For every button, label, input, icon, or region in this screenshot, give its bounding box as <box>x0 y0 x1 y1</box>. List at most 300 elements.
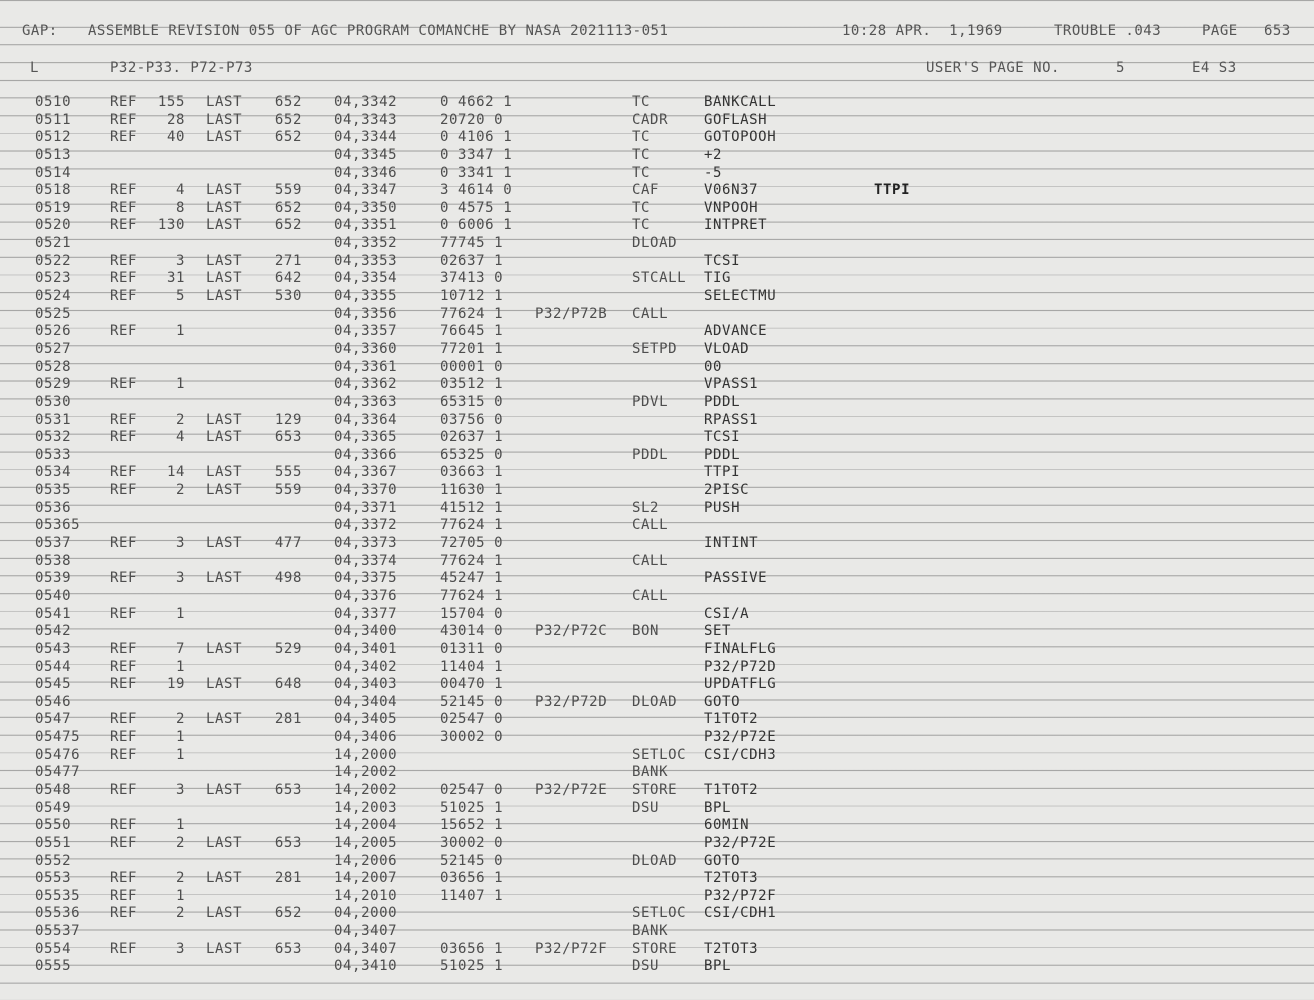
listing-row <box>0 606 1314 624</box>
operand: ADVANCE <box>704 323 768 340</box>
last-label: LAST <box>206 111 243 128</box>
users-page-label: USER'S PAGE NO. <box>926 60 1060 76</box>
header-trouble: TROUBLE .043 <box>1054 23 1162 39</box>
memory-address: 04,3376 <box>334 587 398 604</box>
last-label: LAST <box>206 288 243 305</box>
operand: V06N37 <box>704 182 759 199</box>
last-label: LAST <box>206 464 243 481</box>
opcode: PDDL <box>632 446 669 463</box>
memory-address: 14,2010 <box>334 887 398 904</box>
opcode: SETLOC <box>632 746 687 763</box>
operand: P32/P72E <box>704 729 777 746</box>
line-number: 0522 <box>35 252 72 269</box>
last-page: 271 <box>274 252 302 269</box>
last-page: 653 <box>274 781 302 798</box>
octal-word: 11407 1 <box>440 887 504 904</box>
users-page-number: 5 <box>1116 60 1125 76</box>
listing-row <box>0 165 1314 183</box>
line-number: 0549 <box>35 799 72 816</box>
listing-row <box>0 112 1314 130</box>
memory-address: 04,3355 <box>334 288 398 305</box>
operand: CSI/CDH1 <box>704 905 777 922</box>
header-page-label: PAGE <box>1202 23 1238 39</box>
listing-row <box>0 941 1314 959</box>
listing-row <box>0 182 1314 200</box>
ref-label: REF <box>110 570 138 587</box>
line-number: 0514 <box>35 164 72 181</box>
octal-word: 02637 1 <box>440 252 504 269</box>
ref-label: REF <box>110 905 138 922</box>
listing-row <box>0 782 1314 800</box>
line-number: 0542 <box>35 623 72 640</box>
operand: TCSI <box>704 252 741 269</box>
header-title: ASSEMBLE REVISION 055 OF AGC PROGRAM COMANCHE BY NASA 2021113-051 <box>88 23 669 39</box>
memory-address: 04,3364 <box>334 411 398 428</box>
octal-word: 30002 0 <box>440 834 504 851</box>
listing-row <box>0 747 1314 765</box>
listing-row <box>0 376 1314 394</box>
ref-count: 40 <box>166 129 185 146</box>
memory-address: 04,3402 <box>334 658 398 675</box>
octal-word: 77201 1 <box>440 340 504 357</box>
octal-word: 45247 1 <box>440 570 504 587</box>
listing-row <box>0 958 1314 976</box>
line-number: 0555 <box>35 958 72 975</box>
listing-row <box>0 412 1314 430</box>
ref-label: REF <box>110 288 138 305</box>
octal-word: 77624 1 <box>440 305 504 322</box>
ref-count: 5 <box>175 288 185 305</box>
listing-row <box>0 235 1314 253</box>
ref-count: 19 <box>166 676 185 693</box>
symbol-label: P32/P72F <box>535 940 608 957</box>
ref-label: REF <box>110 870 138 887</box>
ref-count: 4 <box>175 182 185 199</box>
memory-address: 04,3406 <box>334 729 398 746</box>
ref-label: REF <box>110 940 138 957</box>
memory-address: 04,3346 <box>334 164 398 181</box>
listing-row <box>0 835 1314 853</box>
ref-label: REF <box>110 781 138 798</box>
line-number: 0546 <box>35 693 72 710</box>
line-number: 0527 <box>35 340 72 357</box>
ref-label: REF <box>110 729 138 746</box>
operand: -5 <box>704 164 723 181</box>
operand: T2TOT3 <box>704 870 759 887</box>
opcode: TC <box>632 129 651 146</box>
operand: VLOAD <box>704 340 750 357</box>
memory-address: 04,3350 <box>334 199 398 216</box>
ref-count: 3 <box>175 781 185 798</box>
line-number: 05535 <box>35 887 81 904</box>
listing-row <box>0 535 1314 553</box>
ref-count: 2 <box>175 870 185 887</box>
memory-address: 04,3365 <box>334 429 398 446</box>
line-number: 0528 <box>35 358 72 375</box>
listing-row <box>0 288 1314 306</box>
operand: 00 <box>704 358 723 375</box>
operand: P32/P72E <box>704 834 777 851</box>
octal-word: 0 3341 1 <box>440 164 513 181</box>
octal-word: 0 3347 1 <box>440 146 513 163</box>
ref-count: 3 <box>175 252 185 269</box>
ref-count: 1 <box>175 376 185 393</box>
memory-address: 04,3371 <box>334 499 398 516</box>
listing-row <box>0 764 1314 782</box>
last-page: 652 <box>274 94 302 110</box>
operand: T1TOT2 <box>704 781 759 798</box>
memory-address: 04,3345 <box>334 146 398 163</box>
opcode: DSU <box>632 799 660 816</box>
octal-word: 72705 0 <box>440 535 504 552</box>
line-number: 0526 <box>35 323 72 340</box>
last-label: LAST <box>206 676 243 693</box>
listing-row <box>0 129 1314 147</box>
memory-address: 04,3343 <box>334 111 398 128</box>
octal-word: 03656 1 <box>440 870 504 887</box>
operand: INTINT <box>704 535 759 552</box>
last-label: LAST <box>206 252 243 269</box>
operand: 2PISC <box>704 482 750 499</box>
ref-label: REF <box>110 605 138 622</box>
octal-word: 52145 0 <box>440 693 504 710</box>
octal-word: 37413 0 <box>440 270 504 287</box>
last-label: LAST <box>206 711 243 728</box>
operand: CSI/CDH3 <box>704 746 777 763</box>
memory-address: 04,3344 <box>334 129 398 146</box>
listing-row <box>0 217 1314 235</box>
memory-address: 04,3403 <box>334 676 398 693</box>
operand: P32/P72D <box>704 658 777 675</box>
last-page: 648 <box>274 676 302 693</box>
last-label: LAST <box>206 199 243 216</box>
memory-address: 04,3353 <box>334 252 398 269</box>
last-page: 652 <box>274 217 302 234</box>
octal-word: 77745 1 <box>440 235 504 252</box>
ref-count: 130 <box>157 217 185 234</box>
ref-label: REF <box>110 482 138 499</box>
listing-row <box>0 517 1314 535</box>
octal-word: 3 4614 0 <box>440 182 513 199</box>
last-page: 129 <box>274 411 302 428</box>
memory-address: 04,3360 <box>334 340 398 357</box>
ref-count: 28 <box>166 111 185 128</box>
ref-count: 3 <box>175 535 185 552</box>
listing-row <box>0 800 1314 818</box>
memory-address: 04,3377 <box>334 605 398 622</box>
memory-address: 04,3400 <box>334 623 398 640</box>
code-listing <box>0 94 1314 976</box>
memory-address: 04,3407 <box>334 940 398 957</box>
last-page: 653 <box>274 940 302 957</box>
listing-row <box>0 905 1314 923</box>
line-number: 0536 <box>35 499 72 516</box>
ref-count: 1 <box>175 746 185 763</box>
line-number: 0535 <box>35 482 72 499</box>
opcode: PDVL <box>632 393 669 410</box>
listing-row <box>0 888 1314 906</box>
octal-word: 0 4662 1 <box>440 94 513 110</box>
memory-address: 04,3356 <box>334 305 398 322</box>
line-number: 0539 <box>35 570 72 587</box>
last-label: LAST <box>206 182 243 199</box>
operand: T2TOT3 <box>704 940 759 957</box>
ref-count: 4 <box>175 429 185 446</box>
memory-address: 04,3407 <box>334 923 398 940</box>
opcode: DSU <box>632 958 660 975</box>
last-label: LAST <box>206 217 243 234</box>
line-number: 0538 <box>35 552 72 569</box>
subheader-code: E4 S3 <box>1192 60 1237 76</box>
operand: GOTO <box>704 852 741 869</box>
memory-address: 04,3367 <box>334 464 398 481</box>
line-number: 0519 <box>35 199 72 216</box>
listing-row <box>0 676 1314 694</box>
last-label: LAST <box>206 781 243 798</box>
line-number: 0545 <box>35 676 72 693</box>
listing-row <box>0 94 1314 112</box>
octal-word: 02547 0 <box>440 711 504 728</box>
operand: 60MIN <box>704 817 750 834</box>
memory-address: 04,3374 <box>334 552 398 569</box>
memory-address: 04,3370 <box>334 482 398 499</box>
last-label: LAST <box>206 535 243 552</box>
opcode: CADR <box>632 111 669 128</box>
line-number: 0525 <box>35 305 72 322</box>
ref-label: REF <box>110 711 138 728</box>
last-page: 559 <box>274 482 302 499</box>
last-label: LAST <box>206 482 243 499</box>
listing-row <box>0 641 1314 659</box>
opcode: CALL <box>632 552 669 569</box>
ref-label: REF <box>110 199 138 216</box>
octal-word: 0 6006 1 <box>440 217 513 234</box>
line-number: 0512 <box>35 129 72 146</box>
last-label: LAST <box>206 905 243 922</box>
line-number: 0523 <box>35 270 72 287</box>
memory-address: 04,3375 <box>334 570 398 587</box>
line-number: 0530 <box>35 393 72 410</box>
operand: GOTO <box>704 693 741 710</box>
listing-row <box>0 341 1314 359</box>
octal-word: 0 4575 1 <box>440 199 513 216</box>
memory-address: 04,3366 <box>334 446 398 463</box>
last-label: LAST <box>206 94 243 110</box>
opcode: CALL <box>632 305 669 322</box>
operand: P32/P72F <box>704 887 777 904</box>
last-page: 530 <box>274 288 302 305</box>
ref-count: 2 <box>175 834 185 851</box>
line-number: 0553 <box>35 870 72 887</box>
last-page: 652 <box>274 905 302 922</box>
octal-word: 00001 0 <box>440 358 504 375</box>
last-page: 281 <box>274 711 302 728</box>
line-number: 0520 <box>35 217 72 234</box>
operand: PDDL <box>704 446 741 463</box>
line-number: 0510 <box>35 94 72 110</box>
listing-row <box>0 323 1314 341</box>
listing-row <box>0 147 1314 165</box>
operand: VPASS1 <box>704 376 759 393</box>
line-number: 0543 <box>35 640 72 657</box>
last-label: LAST <box>206 129 243 146</box>
octal-word: 00470 1 <box>440 676 504 693</box>
listing-row <box>0 694 1314 712</box>
memory-address: 04,3347 <box>334 182 398 199</box>
ref-label: REF <box>110 464 138 481</box>
ref-label: REF <box>110 535 138 552</box>
line-number: 0548 <box>35 781 72 798</box>
operand: TIG <box>704 270 732 287</box>
octal-word: 41512 1 <box>440 499 504 516</box>
symbol-label: P32/P72E <box>535 781 608 798</box>
memory-address: 04,3373 <box>334 535 398 552</box>
ref-label: REF <box>110 94 138 110</box>
line-number: 0513 <box>35 146 72 163</box>
operand: T1TOT2 <box>704 711 759 728</box>
line-number: 05536 <box>35 905 81 922</box>
memory-address: 04,3404 <box>334 693 398 710</box>
line-number: 0541 <box>35 605 72 622</box>
last-label: LAST <box>206 570 243 587</box>
listing-header <box>0 23 1314 41</box>
last-page: 653 <box>274 429 302 446</box>
opcode: TC <box>632 146 651 163</box>
ref-count: 1 <box>175 887 185 904</box>
octal-word: 02637 1 <box>440 429 504 446</box>
ref-count: 1 <box>175 729 185 746</box>
last-page: 555 <box>274 464 302 481</box>
octal-word: 51025 1 <box>440 958 504 975</box>
octal-word: 77624 1 <box>440 587 504 604</box>
ref-label: REF <box>110 376 138 393</box>
octal-word: 0 4106 1 <box>440 129 513 146</box>
memory-address: 04,3363 <box>334 393 398 410</box>
opcode: SETPD <box>632 340 678 357</box>
opcode: SETLOC <box>632 905 687 922</box>
opcode: SL2 <box>632 499 660 516</box>
line-number: 0521 <box>35 235 72 252</box>
operand: SET <box>704 623 732 640</box>
operand: GOTOPOOH <box>704 129 777 146</box>
ref-count: 2 <box>175 482 185 499</box>
ref-label: REF <box>110 746 138 763</box>
memory-address: 04,2000 <box>334 905 398 922</box>
listing-row <box>0 623 1314 641</box>
operand: PASSIVE <box>704 570 768 587</box>
line-number: 0547 <box>35 711 72 728</box>
subheader-marker: L <box>30 60 39 76</box>
opcode: CAF <box>632 182 660 199</box>
ref-label: REF <box>110 129 138 146</box>
memory-address: 04,3410 <box>334 958 398 975</box>
memory-address: 14,2002 <box>334 764 398 781</box>
listing-row <box>0 570 1314 588</box>
memory-address: 04,3361 <box>334 358 398 375</box>
listing-row <box>0 394 1314 412</box>
memory-address: 14,2005 <box>334 834 398 851</box>
operand: BPL <box>704 799 732 816</box>
operand: VNPOOH <box>704 199 759 216</box>
opcode: BANK <box>632 923 669 940</box>
line-number: 0552 <box>35 852 72 869</box>
line-number: 0518 <box>35 182 72 199</box>
octal-word: 76645 1 <box>440 323 504 340</box>
listing-row <box>0 253 1314 271</box>
symbol-label: P32/P72B <box>535 305 608 322</box>
octal-word: 77624 1 <box>440 552 504 569</box>
line-number: 0551 <box>35 834 72 851</box>
ref-count: 7 <box>175 640 185 657</box>
last-page: 529 <box>274 640 302 657</box>
listing-row <box>0 429 1314 447</box>
operand: PUSH <box>704 499 741 516</box>
octal-word: 01311 0 <box>440 640 504 657</box>
ref-count: 2 <box>175 905 185 922</box>
ref-count: 8 <box>175 199 185 216</box>
last-page: 642 <box>274 270 302 287</box>
operand: CSI/A <box>704 605 750 622</box>
memory-address: 04,3342 <box>334 94 398 110</box>
memory-address: 14,2004 <box>334 817 398 834</box>
memory-address: 04,3357 <box>334 323 398 340</box>
octal-word: 77624 1 <box>440 517 504 534</box>
listing-row <box>0 359 1314 377</box>
operand: UPDATFLG <box>704 676 777 693</box>
ref-count: 1 <box>175 658 185 675</box>
octal-word: 03663 1 <box>440 464 504 481</box>
listing-row <box>0 447 1314 465</box>
ref-label: REF <box>110 270 138 287</box>
memory-address: 04,3401 <box>334 640 398 657</box>
listing-row <box>0 588 1314 606</box>
ref-count: 1 <box>175 817 185 834</box>
ref-count: 1 <box>175 605 185 622</box>
operand: TCSI <box>704 429 741 446</box>
line-number: 05475 <box>35 729 81 746</box>
opcode: DLOAD <box>632 235 678 252</box>
memory-address: 14,2000 <box>334 746 398 763</box>
ref-count: 2 <box>175 411 185 428</box>
opcode: TC <box>632 217 651 234</box>
opcode: STCALL <box>632 270 687 287</box>
operand: +2 <box>704 146 723 163</box>
memory-address: 04,3362 <box>334 376 398 393</box>
line-number: 05537 <box>35 923 81 940</box>
line-number: 0531 <box>35 411 72 428</box>
line-number: 0524 <box>35 288 72 305</box>
memory-address: 14,2007 <box>334 870 398 887</box>
listing-row <box>0 817 1314 835</box>
listing-row <box>0 870 1314 888</box>
last-page: 652 <box>274 199 302 216</box>
last-label: LAST <box>206 834 243 851</box>
line-number: 0550 <box>35 817 72 834</box>
opcode: STORE <box>632 940 678 957</box>
line-number: 05476 <box>35 746 81 763</box>
octal-word: 03656 1 <box>440 940 504 957</box>
last-label: LAST <box>206 429 243 446</box>
line-number: 0540 <box>35 587 72 604</box>
listing-row <box>0 464 1314 482</box>
ref-count: 2 <box>175 711 185 728</box>
operand: BANKCALL <box>704 94 777 110</box>
comment: TTPI <box>874 182 911 199</box>
listing-row <box>0 270 1314 288</box>
ref-label: REF <box>110 323 138 340</box>
octal-word: 51025 1 <box>440 799 504 816</box>
ref-label: REF <box>110 182 138 199</box>
